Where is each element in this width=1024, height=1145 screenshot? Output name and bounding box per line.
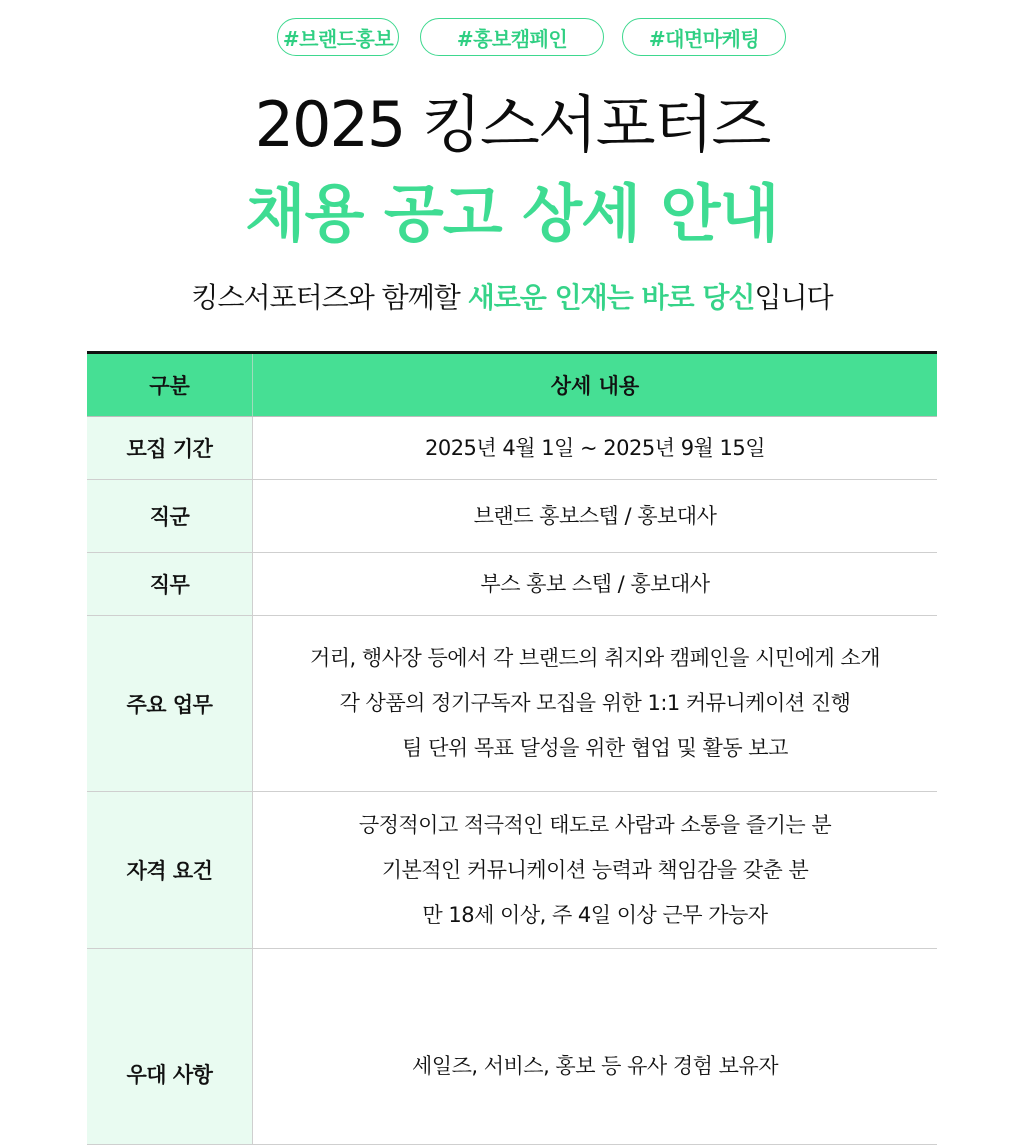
table-row-recruitment-period [87,417,937,480]
row-content-line: 기본적인 커뮤니케이션 능력과 책임감을 갖춘 분 [381,857,809,882]
row-content [253,949,938,1145]
header-details: 상세 내용 [253,353,938,417]
row-content-line: 2025년 4월 1일 ~ 2025년 9월 15일 [424,435,766,460]
row-content [253,616,938,792]
hashtag-promo-campaign: #홍보캠페인 [420,18,604,56]
table-row-main-tasks [87,616,937,792]
hashtag-brand-promo: #브랜드홍보 [277,18,399,56]
table-row-qualifications [87,792,937,949]
row-content [253,553,938,616]
tagline [0,278,1024,318]
row-content-line: 긍정적이고 적극적인 태도로 사람과 소통을 즐기는 분 [358,812,832,837]
tagline-suffix: 입니다 [754,281,833,314]
row-content [253,417,938,480]
tagline-prefix: 킹스서포터즈와 함께할 [191,281,468,314]
table-row-preferred [87,949,937,1145]
row-content-line: 브랜드 홍보스텝 / 홍보대사 [473,503,717,528]
row-content-line: 만 18세 이상, 주 4일 이상 근무 가능자 [422,902,768,927]
table-row-job-group [87,480,937,553]
table-row-job-duty [87,553,937,616]
header-category: 구분 [87,353,253,417]
row-content-line: 팀 단위 목표 달성을 위한 협업 및 활동 보고 [402,736,788,760]
table-header-row [87,353,937,417]
hashtag-face-to-face-marketing: #대면마케팅 [622,18,786,56]
row-label: 직무 [87,553,253,616]
page-subtitle-heading: 채용 공고 상세 안내 [245,177,779,250]
row-label: 우대 사항 [87,949,253,1145]
row-content [253,480,938,553]
row-content-line: 각 상품의 정기구독자 모집을 위한 1:1 커뮤니케이션 진행 [339,691,851,715]
hashtag-row [0,18,1024,60]
row-content [253,792,938,949]
row-content-line: 거리, 행사장 등에서 각 브랜드의 취지와 캠페인을 시민에게 소개 [309,646,880,670]
row-label: 직군 [87,480,253,553]
row-content-line: 세일즈, 서비스, 홍보 등 유사 경험 보유자 [412,1054,778,1078]
recruitment-details-table [87,351,937,1145]
row-content-line: 부스 홍보 스텝 / 홍보대사 [480,571,710,596]
page-title: 2025 킹스서포터즈 [254,88,770,161]
row-label: 모집 기간 [87,417,253,480]
row-label: 주요 업무 [87,616,253,792]
row-label: 자격 요건 [87,792,253,949]
tagline-highlight: 새로운 인재는 바로 당신 [467,281,755,314]
